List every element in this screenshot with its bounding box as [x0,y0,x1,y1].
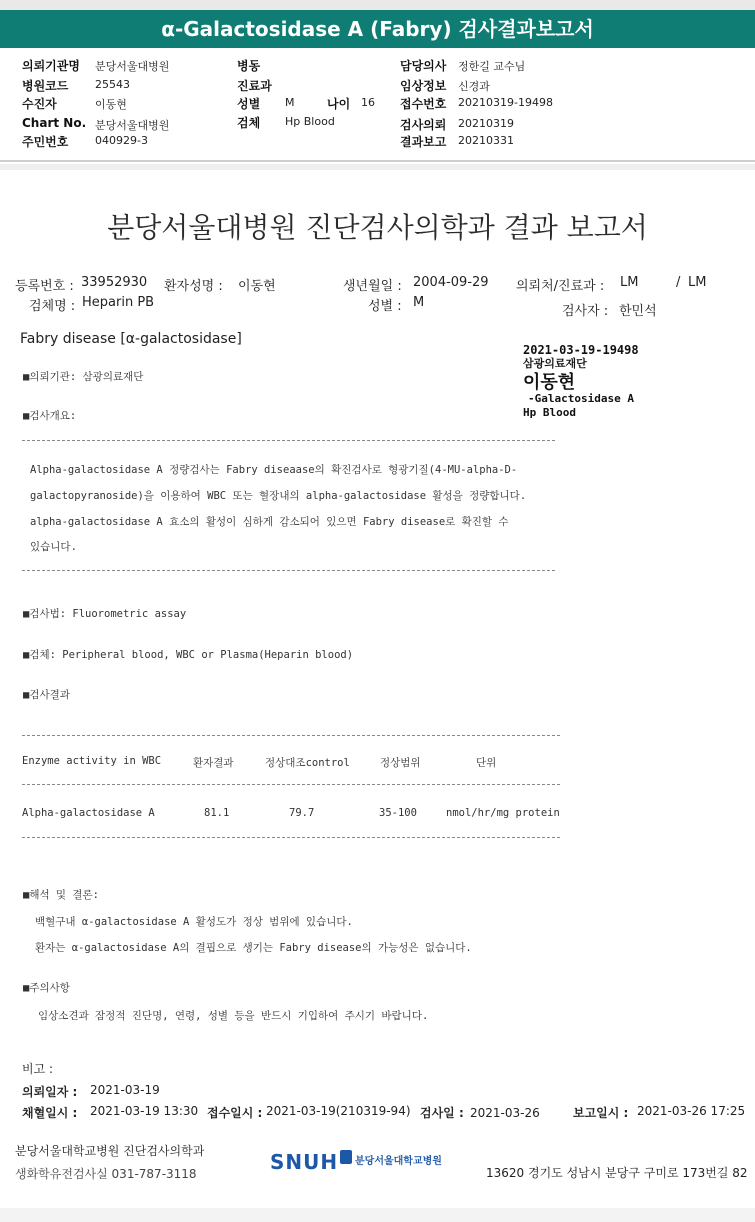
note-heading: ■주의사항 [23,982,70,994]
report-time-label: 보고일시 : [573,1106,629,1120]
test-date-label: 검사일 : [420,1106,464,1120]
header-shadow [0,164,755,170]
name-value: 이동현 [238,279,276,294]
snuh-logo-text: SNUH [270,1150,339,1174]
overview-line: Alpha-galactosidase A 정량검사는 Fabry diseaase의 확진검사로 형광기질(4-MU-alpha-D- [30,464,518,476]
stamp-specimen: Hp Blood [523,406,576,419]
clinical-label: 임상정보 [400,79,447,93]
specimen-label: 검체 [237,116,261,130]
table-header-rule [22,784,560,785]
doctor-label: 담당의사 [400,59,447,73]
org-phone: 생화학유전검사실 031-787-3118 [15,1167,197,1181]
interp-heading: ■해석 및 결론: [23,889,100,901]
patient-value: 이동현 [95,98,127,111]
table-header-range: 정상범위 [380,757,421,769]
logo-mark-icon [340,1150,352,1164]
rrn-value: 040929-3 [95,134,148,147]
table-top-rule [22,735,560,736]
report-time-value: 2021-03-26 17:25 [637,1104,746,1118]
test-date-value: 2021-03-26 [470,1106,540,1120]
hospital-label: 의뢰기관명 [22,59,80,73]
spec-value: Heparin PB [82,295,155,310]
accession-label: 접수번호 [400,97,447,111]
tester-value: 한민석 [619,304,657,319]
table-cell-result: 81.1 [204,807,230,819]
code-label: 병원코드 [22,79,69,93]
req-date-label: 의뢰일자 : [22,1085,78,1099]
accession-value: 20210319-19498 [458,96,553,109]
table-cell-test: Alpha-galactosidase A [22,807,155,819]
ward-label: 병동 [237,59,261,73]
note-line: 임상소견과 잠정적 진단명, 연령, 성별 등을 반드시 기입하여 주시기 바랍니다. [38,1010,429,1022]
table-cell-control: 79.7 [289,807,315,819]
dept-label: 진료과 [237,79,272,93]
hospital-value: 분당서울대병원 [95,60,170,73]
spec-label: 검체명 : [29,299,76,314]
dept-req-value2: LM [688,275,707,290]
interp-line: 환자는 α-galactosidase A의 결핍으로 생기는 Fabry disease의 가능성은 없습니다. [35,942,472,954]
interp-line: 백혈구내 α-galactosidase A 활성도가 정상 범위에 있습니다. [35,916,353,928]
bottom-strip [0,1208,755,1222]
table-header-enzyme: Enzyme activity in WBC [22,755,162,767]
table-header-control: 정상대조control [265,757,350,769]
org-address: 13620 경기도 성남시 분당구 구미로 173번길 82 [486,1166,748,1180]
chart-value: 분당서울대병원 [95,119,170,132]
method-line: ■검사법: Fluorometric assay [23,608,187,620]
reg-label: 등록번호 : [15,279,74,294]
overview-heading: ■검사개요: [23,410,77,422]
sex2-value: M [413,295,425,310]
lab-line: ■의뢰기관: 삼광의료재단 [23,371,144,383]
name-label: 환자성명 : [164,279,223,294]
chart-label: Chart No. [22,116,87,130]
sex-value: M [285,96,295,109]
dept-req-value1: LM [620,275,639,290]
dept-req-slash: / [676,275,681,290]
age-value: 16 [361,96,375,109]
dob-value: 2004-09-29 [413,275,489,290]
result-heading: ■검사결과 [23,689,70,701]
overview-line: galactopyranoside)을 이용하여 WBC 또는 혈장내의 alpha-galactosidase 활성을 정량합니다. [30,490,527,502]
req-date-value: 2021-03-19 [90,1083,160,1097]
receive-label: 접수일시 : [207,1106,263,1120]
specimen-value: Hp Blood [285,115,335,128]
request-label: 검사의뢰 [400,118,447,132]
code-value: 25543 [95,78,130,91]
doctor-value: 정한길 교수님 [458,60,526,73]
top-band [0,0,755,10]
stamp-patient: 이동현 [523,372,576,393]
header-title: α-Galactosidase A (Fabry) 검사결과보고서 [0,10,755,48]
dept-req-label: 의뢰처/진료과 : [516,279,605,294]
patient-label: 수진자 [22,97,57,111]
sex2-label: 성별 : [368,299,402,314]
stamp-lab: 삼광의료재단 [523,357,587,370]
request-value: 20210319 [458,117,514,130]
header-divider [0,160,755,162]
section-title: Fabry disease [α-galactosidase] [20,331,242,347]
sample-line: ■검체: Peripheral blood, WBC or Plasma(Heparin blood) [23,649,354,661]
clinical-value: 신경과 [458,80,490,93]
stamp-test: -Galactosidase A [528,392,634,405]
age-label: 나이 [327,97,351,111]
divider [22,440,555,441]
tester-label: 검사자 : [562,304,609,319]
reg-value: 33952930 [81,275,148,290]
table-header-result: 환자결과 [193,757,234,769]
dob-label: 생년월일 : [343,279,402,294]
sex-label: 성별 [237,97,261,111]
collect-value: 2021-03-19 13:30 [90,1104,199,1118]
table-bottom-rule [22,837,560,838]
report-date-label: 결과보고 [400,135,447,149]
divider [22,570,555,571]
remark-label: 비고 : [22,1062,54,1076]
receive-value: 2021-03-19(210319-94) [266,1104,411,1118]
table-header-unit: 단위 [476,757,497,769]
table-cell-unit: nmol/hr/mg protein [446,807,560,819]
report-date-value: 20210331 [458,134,514,147]
overview-line: 있습니다. [30,541,77,553]
collect-label: 채혈일시 : [22,1106,78,1120]
rrn-label: 주민번호 [22,135,69,149]
stamp-accession: 2021-03-19-19498 [523,343,639,357]
table-cell-range: 35-100 [379,807,417,819]
snuh-logo-subtext: 분당서울대학교병원 [355,1156,442,1167]
org-name: 분당서울대학교병원 진단검사의학과 [15,1144,205,1158]
overview-line: alpha-galactosidase A 효소의 활성이 심하게 감소되어 있으면 Fabry disease로 확진할 수 [30,516,509,528]
report-title: 분당서울대병원 진단검사의학과 결과 보고서 [107,211,648,244]
